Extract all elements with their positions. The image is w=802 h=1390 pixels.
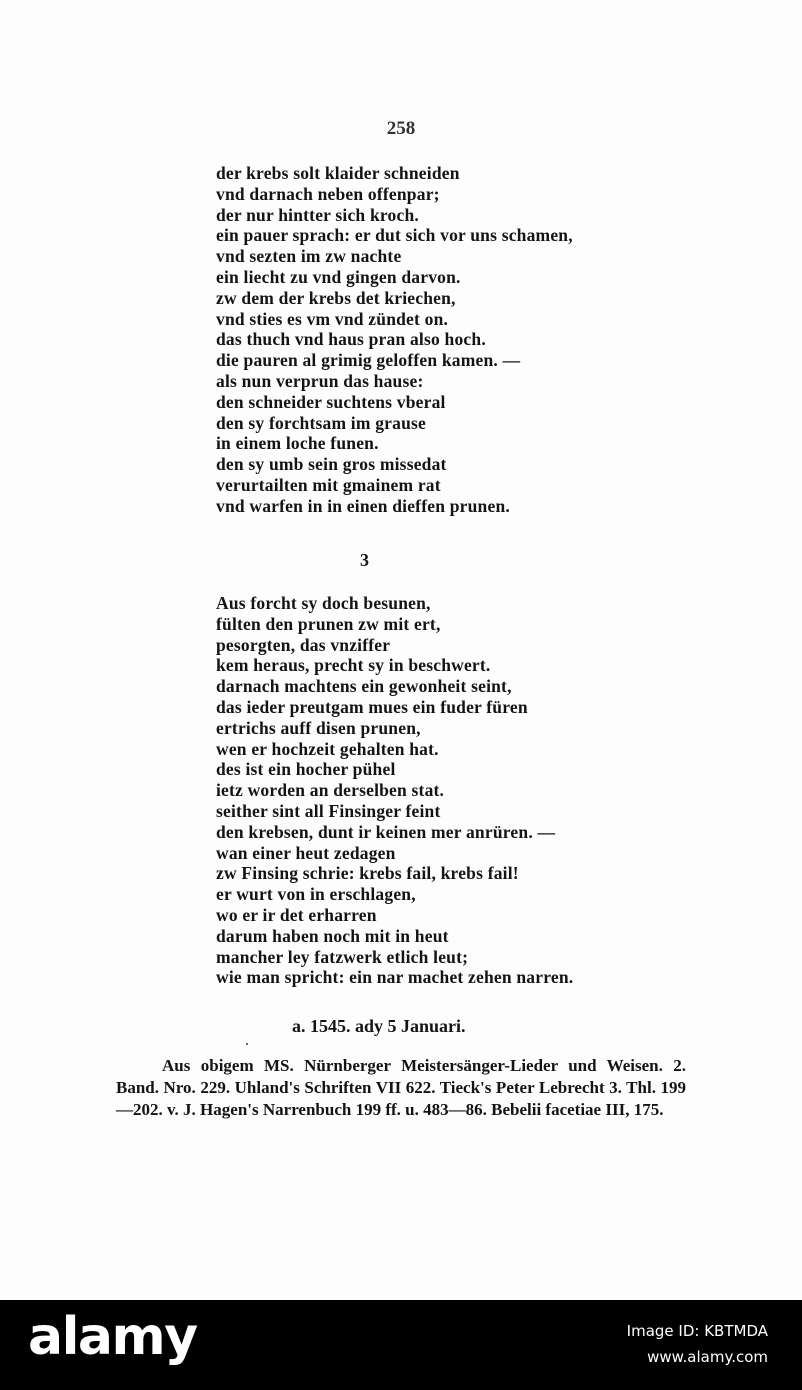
verse-line: des ist ein hocher pühel [216, 759, 396, 780]
verse-line: ietz worden an derselben stat. [216, 780, 445, 801]
stray-dot [246, 1043, 248, 1045]
poem-stanza-3 [216, 593, 573, 988]
verse-line: den schneider suchtens vberal [216, 391, 446, 412]
verse-line: vnd sezten im zw nachte [216, 246, 402, 267]
verse-line: wie man spricht: ein nar machet zehen narren. [216, 967, 574, 988]
verse-line: zw dem der krebs det kriechen, [216, 287, 456, 308]
verse-line: ertrichs auff disen prunen, [216, 717, 421, 738]
stanza-number: 3 [360, 550, 369, 570]
verse-line: seither sint all Finsinger feint [216, 800, 441, 821]
verse-line: darnach machtens ein gewonheit seint, [216, 676, 512, 697]
dateline: a. 1545. ady 5 Januari. [292, 1016, 466, 1036]
verse-line: der krebs solt klaider schneiden [216, 163, 460, 183]
source-note: Aus obigem MS. Nürnberger Meistersänger-Lieder und Weisen. 2. Band. Nro. 229. Uhland's Schriften VII 622. Tieck's Peter Lebrecht 3. Thl. 199—202. v. J. Hagen's Narrenbuch 199 ff. u. 483—86. Bebelii facetiae III, 175. [116, 1056, 686, 1119]
verse-line: ein pauer sprach: er dut sich vor uns schamen, [216, 225, 573, 246]
verse-line: die pauren al grimig geloffen kamen. — [216, 350, 521, 371]
verse-line: er wurt von in erschlagen, [216, 884, 416, 905]
verse-line: vnd warfen in in einen dieffen prunen. [216, 495, 510, 516]
verse-line: der nur hintter sich kroch. [216, 204, 419, 225]
image-id-label: Image ID: KBTMDA [626, 1322, 768, 1340]
verse-line: zw Finsing schrie: krebs fail, krebs fail! [216, 863, 519, 884]
page-number: 258 [386, 118, 416, 139]
verse-line: wo er ir det erharren [216, 904, 377, 925]
verse-line: in einem loche funen. [216, 433, 379, 454]
verse-line: den sy forchtsam im grause [216, 412, 427, 433]
verse-line: den sy umb sein gros missedat [216, 454, 447, 475]
verse-line: mancher ley fatzwerk etlich leut; [216, 946, 469, 967]
site-url: www.alamy.com [647, 1348, 768, 1366]
verse-line: fülten den prunen zw mit ert, [216, 613, 441, 634]
verse-line: als nun verprun das hause: [216, 370, 424, 391]
verse-line: verurtailten mit gmainem rat [216, 474, 441, 495]
verse-line: wan einer heut zedagen [216, 842, 396, 863]
verse-line: vnd sties es vm vnd zündet on. [216, 308, 449, 329]
verse-line: ein liecht zu vnd gingen darvon. [216, 266, 461, 287]
alamy-logo: alamy [28, 1307, 197, 1367]
verse-line: vnd darnach neben offenpar; [216, 183, 440, 204]
verse-line: pesorgten, das vnziffer [216, 634, 391, 655]
verse-line: darum haben noch mit in heut [216, 925, 449, 946]
verse-line: das thuch vnd haus pran also hoch. [216, 329, 486, 350]
verse-line: wen er hochzeit gehalten hat. [216, 738, 439, 759]
verse-line: Aus forcht sy doch besunen, [216, 593, 431, 613]
poem-stanza-2 [216, 163, 573, 517]
verse-line: das ieder preutgam mues ein fuder füren [216, 696, 528, 717]
verse-line: kem heraus, precht sy in beschwert. [216, 655, 491, 676]
verse-line: den krebsen, dunt ir keinen mer anrüren. — [216, 821, 556, 842]
